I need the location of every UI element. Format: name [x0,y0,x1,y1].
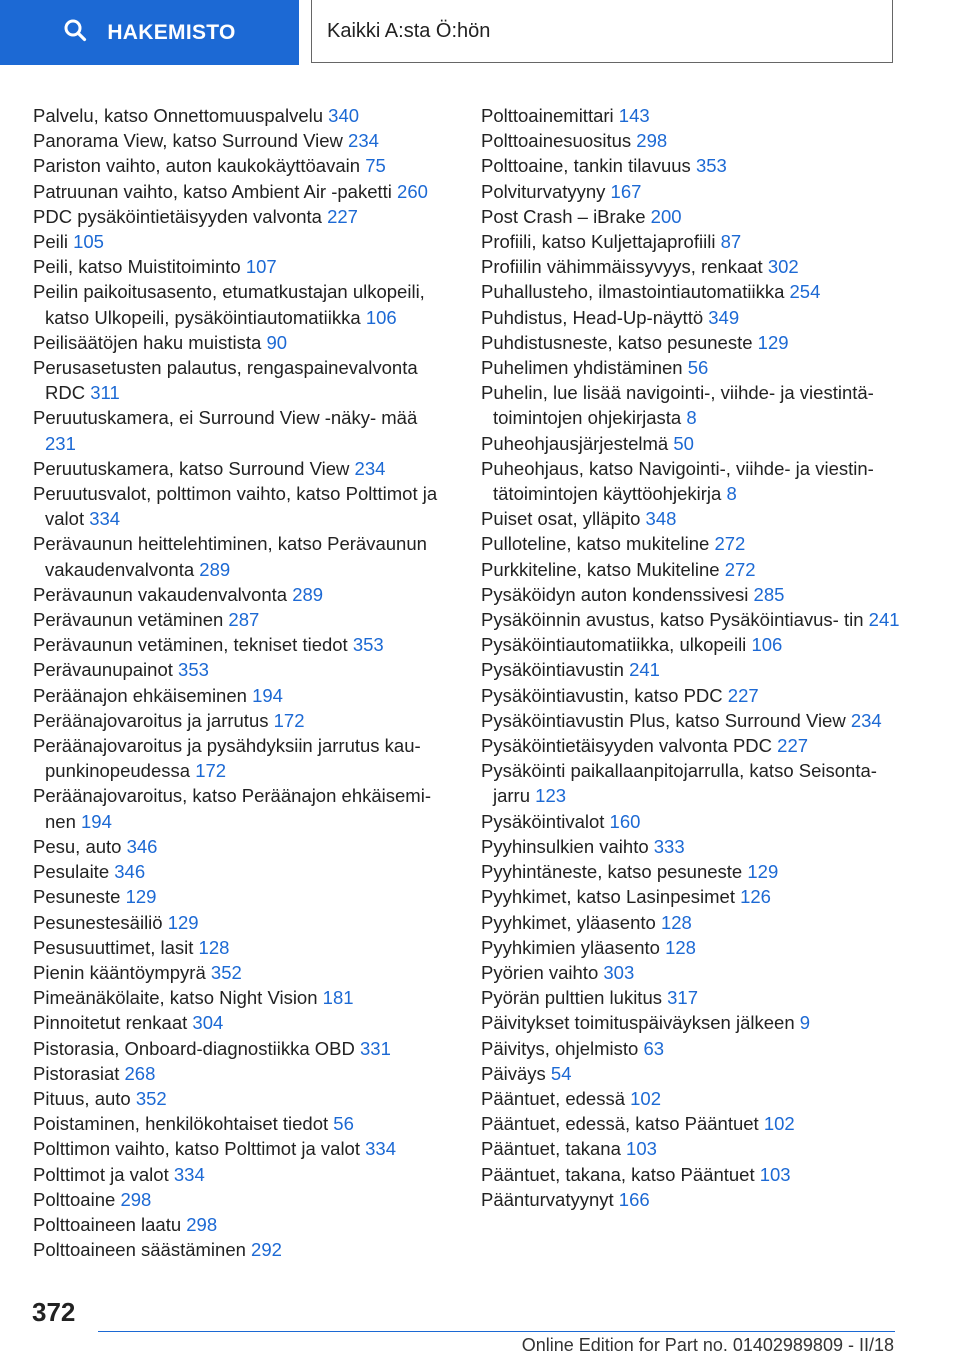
page-link[interactable]: 200 [650,205,682,227]
index-entry-text: Polttoaineen säästäminen [33,1239,246,1261]
page-link[interactable]: 123 [535,785,567,807]
index-column-left [33,103,453,1262]
page-link[interactable]: 348 [645,508,677,530]
index-entry [481,1010,901,1035]
index-entry [33,935,453,960]
page-link[interactable]: 334 [173,1163,205,1185]
index-entry [481,582,901,607]
index-entry-text: Perusasetusten palautus, rengaspainevalvonta RDC [33,357,418,404]
index-entry-text: Perävaunun vakaudenvalvonta [33,583,288,605]
index-entry [481,1061,901,1086]
index-entry [481,632,901,657]
index-entry [33,1111,453,1136]
index-entry [481,380,901,430]
page-link[interactable]: 304 [192,1012,224,1034]
page-link[interactable]: 8 [686,407,697,429]
page-link[interactable]: 303 [603,961,635,983]
index-entry [481,431,901,456]
page-link[interactable]: 194 [81,810,112,832]
index-entry-text: Pysäköintiavustin, katso PDC [481,684,723,706]
index-entry [481,884,901,909]
page-link[interactable]: 160 [609,810,641,832]
index-entry [33,884,453,909]
index-entry [481,279,901,304]
page-link[interactable]: 352 [210,961,242,983]
index-entry [33,330,453,355]
index-entry-text: Polviturvatyyny [481,180,606,202]
index-entry [33,657,453,682]
index-entry [33,153,453,178]
index-entry-text: Post Crash – iBrake [481,205,646,227]
index-entry [481,758,901,808]
index-entry-text: Poistaminen, henkilökohtaiset tiedot [33,1113,329,1135]
index-entry-text: Pysäköintivalot [481,810,605,832]
page-link[interactable]: 227 [327,205,358,227]
page-link[interactable]: 106 [751,634,783,656]
page-link[interactable]: 268 [124,1062,156,1084]
index-entry-text: Pituus, auto [33,1087,131,1109]
index-entry [33,632,453,657]
index-entry-text: Pääntuet, takana [481,1138,621,1160]
page-link[interactable]: 90 [266,331,288,353]
index-entry-text: Pysäköintiavustin Plus, katso Surround View [481,709,846,731]
page-link[interactable]: 172 [273,709,305,731]
index-entry-text: Peilin paikoitusasento, etumatkustajan ulkopeili, katso Ulkopeili, pysäköintiautomatiikka [33,281,425,328]
index-entry-text: Polttoaine [33,1188,116,1210]
edition-footer: Online Edition for Part no. 01402989809 - II/18 [521,1335,894,1355]
page-link[interactable]: 349 [708,306,740,328]
index-entry-text: Puhallusteho, ilmastointiautomatiikka [481,281,785,303]
page-link[interactable]: 227 [777,735,809,757]
index-entry [481,557,901,582]
page-link[interactable]: 102 [763,1113,795,1135]
index-entry-text: Perävaunun heittelehtiminen, katso Perävaunun vakaudenvalvonta [33,533,427,580]
index-entry-text: Patruunan vaihto, katso Ambient Air ‑paketti [33,180,392,202]
index-entry-text: Puhdistusneste, katso pesuneste [481,331,753,353]
index-entry-text: Pistorasiat [33,1062,120,1084]
page-link[interactable]: 311 [90,382,120,404]
index-entry [481,708,901,733]
page-link[interactable]: 287 [228,609,260,631]
index-entry-text: Päiväys [481,1062,546,1084]
page-link[interactable]: 102 [630,1087,662,1109]
index-entry [481,305,901,330]
section-title-box[interactable] [311,0,893,63]
page-link[interactable]: 234 [850,709,882,731]
index-entry-text: Peili, katso Muistitoiminto [33,256,241,278]
index-entry-text: Peräänajovaroitus ja jarrutus [33,709,269,731]
index-entry-text: Puhelimen yhdistäminen [481,357,683,379]
index-entry-text: Polttoaine, tankin tilavuus [481,155,691,177]
page-number: 372 [32,1297,76,1327]
index-entry [481,1036,901,1061]
page-link[interactable]: 346 [126,835,158,857]
page-link[interactable]: 129 [747,861,779,883]
page-link[interactable]: 254 [789,281,821,303]
page-link[interactable]: 227 [727,684,759,706]
page-link[interactable]: 54 [550,1062,572,1084]
index-entry [33,1036,453,1061]
index-entry [481,607,901,632]
index-entry [481,1086,901,1111]
index-entry [33,859,453,884]
index-entry [481,355,901,380]
index-entry-text: Päänturvatyynyt [481,1188,614,1210]
page-link[interactable]: 106 [365,306,397,328]
index-entry-text: Puiset osat, ylläpito [481,508,641,530]
page-link[interactable]: 353 [695,155,727,177]
index-entry-text: Pysäköinnin avustus, katso Pysäköintiavus‐ tin [481,609,864,631]
page-link[interactable]: 56 [333,1113,354,1135]
page-link[interactable]: 298 [636,130,668,152]
index-entry-text: Puhdistus, Head‑Up‑näyttö [481,306,704,328]
index-entry-text: Profiilin vähimmäissyvyys, renkaat [481,256,763,278]
page-link[interactable]: 285 [753,583,785,605]
index-entry [33,1162,453,1187]
page-link[interactable]: 331 [360,1037,391,1059]
index-entry [481,179,901,204]
index-entry-text: Pääntuet, edessä, katso Pääntuet [481,1113,759,1135]
page-link[interactable]: 143 [618,105,650,126]
index-entry-text: Puheohjausjärjestelmä [481,432,669,454]
index-entry [481,1162,901,1187]
index-entry [33,708,453,733]
page-link[interactable]: 272 [724,558,756,580]
index-entry-text: Pysäköintiavustin [481,659,624,681]
index-entry [33,733,453,783]
page-link[interactable]: 107 [245,256,277,278]
index-entry-text: Panorama View, katso Surround View [33,130,343,152]
index-entry [481,683,901,708]
index-entry [33,1237,453,1262]
index-entry [481,985,901,1010]
index-entry [33,229,453,254]
index-entry-text: Polttimot ja valot [33,1163,169,1185]
index-entry [481,229,901,254]
index-entry-text: Päivitys, ohjelmisto [481,1037,639,1059]
index-entry [33,910,453,935]
index-entry-text: Pariston vaihto, auton kaukokäyttöavain [33,155,361,177]
index-entry-text: Peilisäätöjen haku muistista [33,331,262,353]
page-link[interactable]: 56 [687,357,709,379]
index-entry [33,128,453,153]
index-entry-text: Polttoaineen laatu [33,1213,182,1235]
index-entry-text: Peruutusvalot, polttimon vaihto, katso Polttimot ja valot [33,483,438,530]
index-entry [481,834,901,859]
page-link[interactable]: 334 [89,508,121,530]
index-entry-text: Pääntuet, edessä [481,1087,625,1109]
index-entry [33,179,453,204]
section-title: Kaikki A:sta Ö:hön [327,19,491,42]
index-entry [481,935,901,960]
index-entry-text: Pysäköinti paikallaanpitojarrulla, katso Seisonta‐ jarru [481,760,877,807]
index-entry-text: Pääntuet, takana, katso Pääntuet [481,1163,755,1185]
index-entry [481,910,901,935]
page-link[interactable]: 353 [178,659,209,681]
index-entry [33,1061,453,1086]
index-entry-text: Pesusuuttimet, lasit [33,936,194,958]
index-entry [33,254,453,279]
index-entry [33,103,453,128]
page-link[interactable]: 128 [665,936,696,958]
index-entry [481,733,901,758]
index-entry [33,204,453,229]
index-entry-text: Pyörän pulttien lukitus [481,987,662,1009]
index-entry-text: Polttimon vaihto, katso Polttimot ja valot [33,1138,360,1160]
index-entry-text: Peräänajovaroitus, katso Peräänajon ehkäisemi‐ nen [33,785,431,832]
page-link[interactable]: 128 [198,936,230,958]
page-link[interactable]: 126 [740,886,771,908]
page-link[interactable]: 272 [714,533,746,555]
index-entry [33,1086,453,1111]
index-entry-text: Puhelin, lue lisää navigointi‑, viihde‑ ja viestintä‐ toimintojen ohjekirjasta [481,382,874,429]
index-entry [481,1111,901,1136]
index-entry [33,279,453,329]
index-entry [481,254,901,279]
page-link[interactable]: 103 [626,1138,657,1160]
index-entry [33,1212,453,1237]
page-link[interactable]: 9 [799,1012,811,1034]
index-entry-text: Pinnoitetut renkaat [33,1012,188,1034]
index-entry-text: Puheohjaus, katso Navigointi‑, viihde‑ ja viestin‐ tätoimintojen käyttöohjekirja [481,457,874,505]
index-entry [33,683,453,708]
page-link[interactable]: 340 [328,105,360,126]
footer-divider [98,1331,895,1332]
index-entry [33,405,453,455]
index-entry-text: Pysäköintiautomatiikka, ulkopeili [481,634,747,656]
index-entry-text: Pyörien vaihto [481,961,599,983]
index-entry-text: Palvelu, katso Onnettomuuspalvelu [33,105,324,126]
page-link[interactable]: 172 [195,760,227,782]
index-entry-text: Pyyhinsulkien vaihto [481,835,649,857]
index-entry-text: Pysäköidyn auton kondenssivesi [481,583,749,605]
page-link[interactable]: 298 [186,1213,218,1235]
index-entry-text: Profiili, katso Kuljettajaprofiili [481,231,716,253]
page-link[interactable]: 194 [252,684,283,706]
page-link[interactable]: 75 [365,155,386,177]
page-link[interactable]: 289 [292,583,324,605]
index-entry-text: Polttoainesuositus [481,130,632,152]
index-entry [481,960,901,985]
page-link[interactable]: 129 [757,331,789,353]
index-column-right [481,103,901,1212]
page-link[interactable]: 317 [667,987,699,1009]
page-link[interactable]: 302 [767,256,799,278]
page-link[interactable]: 181 [322,987,354,1009]
index-entry [481,1136,901,1161]
index-entry [33,456,453,481]
index-entry [481,204,901,229]
page-link[interactable]: 231 [45,432,76,454]
index-entry [33,607,453,632]
index-entry-text: Pulloteline, katso mukiteline [481,533,710,555]
index-entry-text: Purkkiteline, katso Mukiteline [481,558,720,580]
page-link[interactable]: 260 [397,180,428,202]
index-entry-text: Perävaunun vetäminen [33,609,224,631]
search-icon [63,18,87,47]
index-entry [481,809,901,834]
index-entry-text: Pyyhintäneste, katso pesuneste [481,861,743,883]
index-entry-text: Pesulaite [33,861,110,883]
page-link[interactable]: 333 [653,835,685,857]
index-entry-text: Peili [33,231,68,253]
index-entry-text: Pyyhkimien yläasento [481,936,660,958]
index-entry-text: Pistorasia, Onboard‑diagnostiikka OBD [33,1037,355,1059]
index-entry [33,531,453,581]
page-link[interactable]: 346 [114,861,146,883]
page-link[interactable]: 129 [167,911,199,933]
page-link[interactable]: 334 [365,1138,396,1160]
page-link[interactable]: 234 [354,457,386,479]
index-entry-text: Pienin kääntöympyrä [33,961,206,983]
page-link[interactable]: 167 [610,180,642,202]
index-entry [481,128,901,153]
index-tab-label: HAKEMISTO [107,20,236,44]
page-link[interactable]: 87 [720,231,742,253]
page-link[interactable]: 234 [348,130,379,152]
index-entry [33,582,453,607]
index-entry [481,657,901,682]
page-link[interactable]: 50 [673,432,694,454]
page-link[interactable]: 352 [135,1087,167,1109]
page-link[interactable]: 241 [629,659,660,681]
index-entry [33,834,453,859]
index-entry-text: Peräänajon ehkäiseminen [33,684,247,706]
index-entry [33,1187,453,1212]
page-link[interactable]: 8 [726,483,737,505]
index-entry-text: Peruutuskamera, ei Surround View ‑näky‐ mää [33,407,418,429]
index-entry [33,1010,453,1035]
index-entry [481,1187,901,1212]
index-entry-text: PDC pysäköintietäisyyden valvonta [33,205,322,227]
index-tab[interactable] [0,0,299,65]
page-link[interactable]: 103 [759,1163,791,1185]
page-link[interactable]: 289 [199,558,231,580]
index-entry-text: Perävaunupainot [33,659,173,681]
page-link[interactable]: 129 [125,886,157,908]
page-link[interactable]: 128 [660,911,692,933]
index-entry [481,531,901,556]
index-entry [33,1136,453,1161]
page-link[interactable]: 105 [73,231,104,253]
index-entry-text: Pimeänäkölaite, katso Night Vision [33,987,318,1009]
index-entry [481,456,901,506]
index-entry-text: Pyyhkimet, katso Lasinpesimet [481,886,735,908]
index-entry-text: Perävaunun vetäminen, tekniset tiedot [33,634,348,656]
index-entry-text: Pyyhkimet, yläasento [481,911,656,933]
index-entry [33,481,453,531]
index-entry [33,985,453,1010]
index-entry [33,960,453,985]
index-entry-text: Päivitykset toimituspäiväyksen jälkeen [481,1012,795,1034]
index-entry-text: Peräänajovaroitus ja pysähdyksiin jarrutus kau‐ punkinopeudessa [33,735,421,782]
index-entry [481,506,901,531]
index-entry [33,355,453,405]
page-link[interactable]: 63 [643,1037,665,1059]
index-entry-text: Peruutuskamera, katso Surround View [33,457,350,479]
page-link[interactable]: 292 [251,1239,282,1261]
index-entry [481,103,901,128]
index-entry [33,783,453,833]
index-entry-text: Pysäköintietäisyyden valvonta PDC [481,735,773,757]
index-entry-text: Polttoainemittari [481,105,614,126]
page-link[interactable]: 166 [618,1188,650,1210]
page-link[interactable]: 241 [868,609,900,631]
page-link[interactable]: 298 [120,1188,152,1210]
index-entry [481,330,901,355]
index-entry-text: Pesunestesäiliö [33,911,163,933]
index-entry-text: Pesu, auto [33,835,122,857]
index-entry [481,153,901,178]
index-entry-text: Pesuneste [33,886,121,908]
page-link[interactable]: 353 [352,634,384,656]
index-entry [481,859,901,884]
